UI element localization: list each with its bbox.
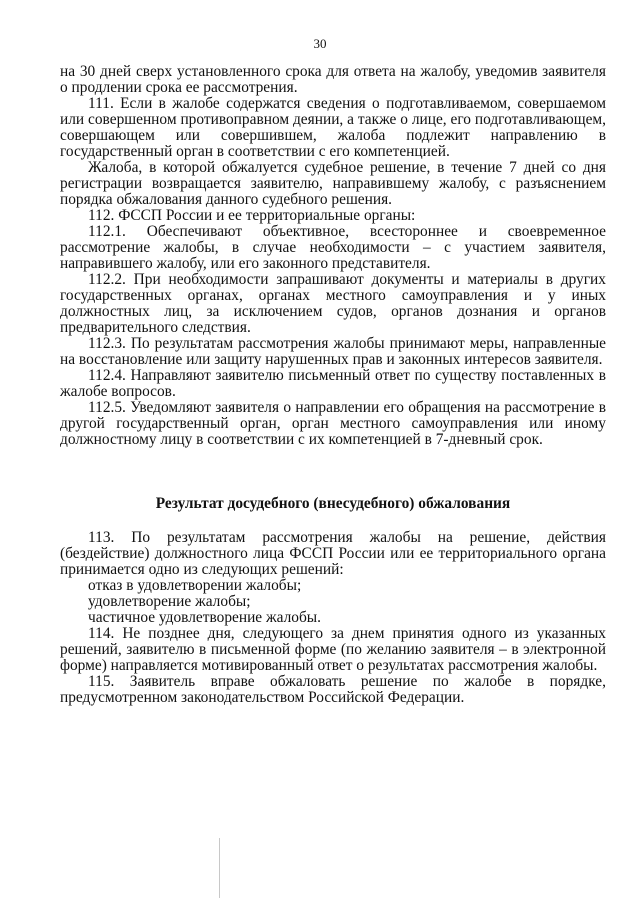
section-text-top — [60, 64, 606, 448]
paragraph-112-5: 112.5. Уведомляют заявителя о направлении его обращения на рассмотрение в другой государственный орган, орган местного самоуправления или иному должностному лицу в соответствии с их компетенцией в 7-дневный срок. — [60, 399, 606, 448]
paragraph-113: 113. По результатам рассмотрения жалобы на решение, действия (бездействие) должностного лица ФССП России или ее территориального органа принимается одно из следующих решений: — [60, 529, 606, 578]
paragraph-112-2: 112.2. При необходимости запрашивают документы и материалы в других государственных органах, органах местного самоуправления и у иных должностных лиц, за исключением судов, органов дознания и органов предварительного следствия. — [60, 271, 606, 336]
section-text-bottom — [60, 530, 606, 706]
paragraph-114: 114. Не позднее дня, следующего за днем принятия одного из указанных решений, заявителю в письменной форме (по желанию заявителя – в электронной форме) направляется мотивированный ответ о результатах рассмотрения жалобы. — [60, 625, 606, 674]
decision-option-partial: частичное удовлетворение жалобы. — [88, 609, 321, 626]
section-heading: Результат досудебного (внесудебного) обжалования — [155, 495, 511, 512]
paragraph-112: 112. ФССП России и ее территориальные органы: — [88, 207, 416, 224]
paragraph-111: 111. Если в жалобе содержатся сведения о подготавливаемом, совершаемом или совершенном противоправном деянии, а также о лице, его подготавливающем, совершающем или совершившем, жалоба подлежит направлению в государственный орган в соответствии с его компетенцией. — [60, 95, 606, 160]
paragraph-112-4: 112.4. Направляют заявителю письменный ответ по существу поставленных в жалобе вопросов. — [60, 367, 606, 400]
decision-option-satisfaction: удовлетворение жалобы; — [88, 593, 251, 610]
paragraph-115: 115. Заявитель вправе обжаловать решение по жалобе в порядке, предусмотренном законодательством Российской Федерации. — [60, 673, 606, 706]
scan-artifact-line — [219, 838, 220, 898]
paragraph-110-continuation: на 30 дней сверх установленного срока для ответа на жалобу, уведомив заявителя о продлении срока ее рассмотрения. — [60, 63, 606, 96]
decision-option-refusal: отказ в удовлетворении жалобы; — [88, 577, 302, 594]
paragraph-112-1: 112.1. Обеспечивают объективное, всестороннее и своевременное рассмотрение жалобы, в случае необходимости – с участием заявителя, направившего жалобу, или его законного представителя. — [60, 223, 606, 272]
page-number: 30 — [313, 36, 327, 51]
paragraph-112-3: 112.3. По результатам рассмотрения жалобы принимают меры, направленные на восстановление или защиту нарушенных прав и законных интересов заявителя. — [60, 335, 606, 368]
paragraph-court-decision: Жалоба, в которой обжалуется судебное решение, в течение 7 дней со дня регистрации возвращается заявителю, направившему жалобу, с разъяснением порядка обжалования данного судебного решения. — [60, 159, 606, 208]
